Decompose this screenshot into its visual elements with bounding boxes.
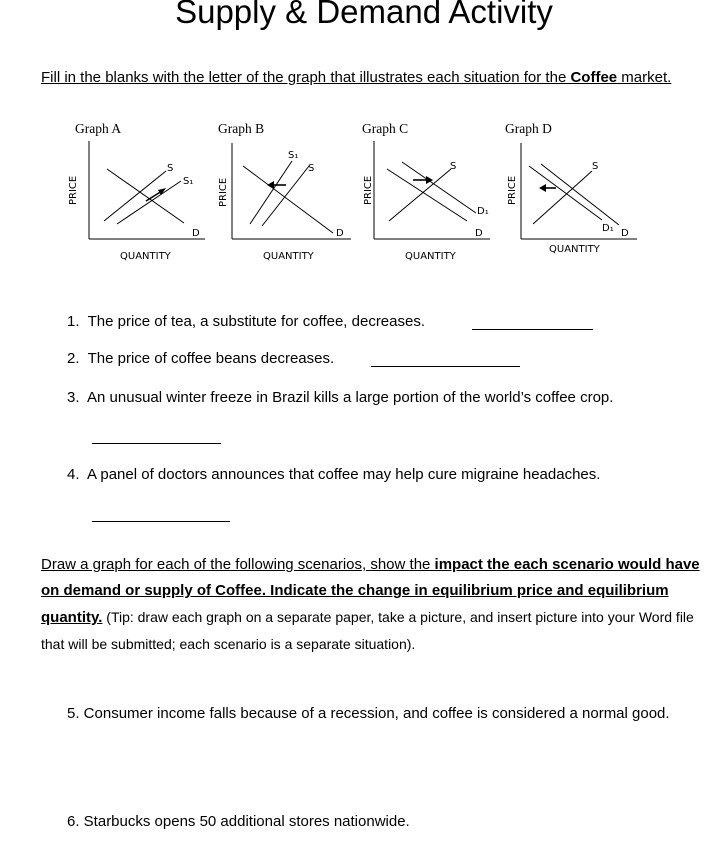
scenario-5: 5. Consumer income falls because of a recession, and coffee is considered a normal good. [67,705,670,722]
question-3-number: 3. [67,389,80,406]
graph-b-plot [205,121,345,266]
question-3-text: An unusual winter freeze in Brazil kills a large portion of the world’s coffee crop. [87,389,614,406]
instructions-text: Fill in the blanks with the letter of the graph that illustrates each situation for the [41,69,571,86]
graph-a-demand-curve [107,169,184,223]
instructions-tip: (Tip: draw each graph on a separate paper, take a picture, and insert picture into your Word file that will be submitted; each scenario is a separate situation). [41,609,694,652]
graph-c-title: Graph C [362,121,409,136]
graph-b-label-s: S [308,163,315,174]
question-4-number: 4. [67,466,80,483]
graph-d-label-d: D [621,228,629,239]
graph-c-xlabel: QUANTITY [405,251,456,262]
question-2 [67,349,334,369]
graph-a-xlabel: QUANTITY [120,251,171,262]
graph-d-ylabel: PRICE [507,175,518,205]
answer-blank-4[interactable] [92,521,230,522]
question-1-text: The price of tea, a substitute for coffee, decreases. [87,313,426,330]
graph-c-demand-shifted-curve [402,162,476,213]
question-2-number: 2. [67,350,80,367]
graph-d-plot [491,121,631,266]
graph-a-ylabel: PRICE [68,175,79,205]
graph-a-label-s1: S₁ [183,176,194,187]
graph-c-plot [347,121,487,266]
instructions-fill-blanks [41,67,701,88]
question-1-number: 1. [67,313,80,330]
graph-a [62,121,198,266]
graph-a-supply-curve [104,171,166,221]
instructions-end: market. [617,69,672,86]
graph-d-xlabel: QUANTITY [549,244,600,255]
graph-b-label-d: D [336,228,344,239]
graph-c-label-s: S [450,161,457,172]
answer-blank-3[interactable] [92,443,221,444]
instructions-draw-bold: impact the each scenario would have on demand or supply of Coffee. Indicate the change in equilibrium price and equilibrium quantity. [41,556,700,626]
question-1 [67,312,425,332]
instructions-bold-coffee: Coffee [570,69,618,86]
graph-d-title: Graph D [505,121,552,136]
question-3 [67,388,613,408]
graph-b [205,121,344,266]
graph-c-ylabel: PRICE [363,175,374,205]
graph-d-label-s: S [592,161,599,172]
instructions-draw-graph [41,552,701,658]
answer-blank-1[interactable] [472,329,593,330]
graph-a-label-s: S [167,163,174,174]
page-title: Supply & Demand Activity [175,0,553,30]
question-4-text: A panel of doctors announces that coffee may help cure migraine headaches. [87,466,601,483]
graph-b-ylabel: PRICE [218,177,229,207]
graph-c-label-d: D [475,228,483,239]
graph-b-demand-curve [243,166,333,233]
graph-b-label-s1: S₁ [288,150,299,161]
graph-d-arrow-head [539,184,546,192]
graph-d-demand-shifted-curve [529,166,602,220]
graph-d-demand-curve [541,164,619,225]
question-4 [67,465,600,485]
graph-b-arrow-head [267,181,274,189]
graph-d-label-d1: D₁ [602,223,614,234]
graph-a-plot [62,121,202,266]
question-2-text: The price of coffee beans decreases. [87,350,335,367]
graph-b-xlabel: QUANTITY [263,251,314,262]
graph-d [491,121,627,266]
instructions-draw-intro: Draw a graph for each of the following scenarios, show the [41,556,435,573]
graph-b-title: Graph B [218,121,265,136]
graph-a-title: Graph A [75,121,122,136]
graph-c [347,121,489,266]
graph-a-label-d: D [192,228,200,239]
answer-blank-2[interactable] [371,366,520,367]
graph-c-label-d1: D₁ [477,206,489,217]
scenario-6: 6. Starbucks opens 50 additional stores nationwide. [67,813,410,830]
